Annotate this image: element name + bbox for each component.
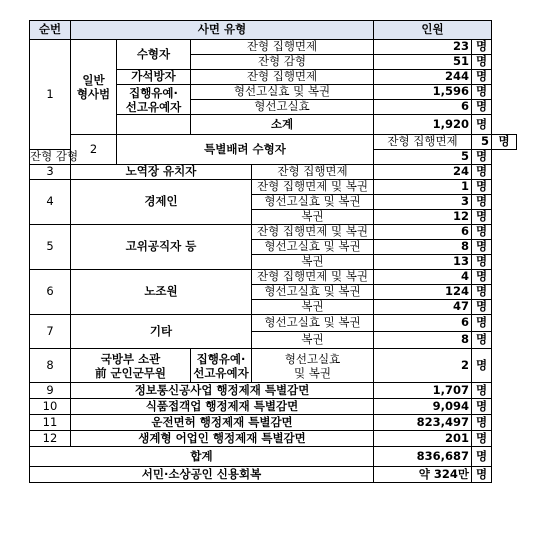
count-value: 8 — [374, 240, 472, 255]
count-value: 51 — [374, 55, 472, 70]
case-label: 형선고실효 및 복권 — [252, 195, 374, 210]
unit-label: 명 — [472, 270, 492, 285]
table-row — [30, 40, 517, 55]
credit-value: 약 324만 — [374, 467, 472, 483]
table-row — [30, 399, 517, 415]
category-military: 국방부 소관 前 군인군무원 — [71, 349, 191, 383]
unit-label: 명 — [472, 180, 492, 195]
unit-label: 명 — [472, 431, 492, 447]
count-value: 244 — [374, 70, 472, 85]
row-number: 6 — [30, 270, 71, 315]
table-row — [30, 383, 517, 399]
unit-label: 명 — [472, 349, 492, 383]
unit-label: 명 — [472, 315, 492, 332]
case-label: 식품접객업 행정제재 특별감면 — [71, 399, 374, 415]
case-label: 잔형 집행면제 — [374, 135, 472, 150]
unit-label: 명 — [472, 447, 492, 467]
table-row — [30, 415, 517, 431]
table-row — [30, 315, 517, 332]
count-value: 6 — [374, 315, 472, 332]
unit-label: 명 — [472, 100, 492, 115]
unit-label: 명 — [472, 55, 492, 70]
row-number: 4 — [30, 180, 71, 225]
count-value: 4 — [374, 270, 472, 285]
count-value: 24 — [374, 165, 472, 180]
category-official: 고위공직자 등 — [71, 225, 252, 270]
unit-label: 명 — [472, 467, 492, 483]
count-value: 1,707 — [374, 383, 472, 399]
category-suspended: 집행유예· 선고유예자 — [117, 85, 191, 115]
count-value: 8 — [374, 332, 472, 349]
unit-label: 명 — [472, 210, 492, 225]
header-row — [30, 21, 517, 40]
count-value: 201 — [374, 431, 472, 447]
case-label: 형선고실효 및 복권 — [252, 285, 374, 300]
case-label: 형선고실효 및 복권 — [252, 349, 374, 383]
header-count: 인원 — [374, 21, 492, 40]
count-value: 3 — [374, 195, 472, 210]
case-label: 잔형 집행면제 — [252, 165, 374, 180]
blank-cell — [117, 115, 191, 135]
count-value: 23 — [374, 40, 472, 55]
unit-label: 명 — [472, 399, 492, 415]
total-row — [30, 447, 517, 467]
row-number: 8 — [30, 349, 71, 383]
category-special: 특별배려 수형자 — [117, 135, 374, 165]
count-value: 6 — [374, 100, 472, 115]
table-row — [30, 431, 517, 447]
category-military-sub: 집행유예· 선고유예자 — [191, 349, 252, 383]
row-number: 9 — [30, 383, 71, 399]
unit-label: 명 — [492, 135, 517, 150]
row-number: 2 — [71, 135, 117, 165]
table-row — [30, 225, 517, 240]
unit-label: 명 — [472, 195, 492, 210]
category-labor: 노조원 — [71, 270, 252, 315]
count-value: 1 — [374, 180, 472, 195]
count-value: 12 — [374, 210, 472, 225]
row-number: 12 — [30, 431, 71, 447]
case-label: 복권 — [252, 332, 374, 349]
category-other: 기타 — [71, 315, 252, 349]
total-value: 836,687 — [374, 447, 472, 467]
table-row — [30, 135, 517, 150]
category-general: 일반 형사범 — [71, 40, 117, 135]
credit-label: 서민·소상공인 신용회복 — [30, 467, 374, 483]
unit-label: 명 — [472, 285, 492, 300]
count-value: 47 — [374, 300, 472, 315]
row-number: 3 — [30, 165, 71, 180]
table-row — [30, 349, 517, 383]
case-label: 잔형 감형 — [191, 55, 374, 70]
unit-label: 명 — [472, 240, 492, 255]
unit-label: 명 — [472, 225, 492, 240]
category-parole: 가석방자 — [117, 70, 191, 85]
count-value: 823,497 — [374, 415, 472, 431]
unit-label: 명 — [472, 70, 492, 85]
category-econ: 경제인 — [71, 180, 252, 225]
table-row — [30, 180, 517, 195]
case-label: 형선고실효 및 복권 — [191, 85, 374, 100]
row-number: 5 — [30, 225, 71, 270]
unit-label: 명 — [472, 332, 492, 349]
case-label: 형선고실효 — [191, 100, 374, 115]
unit-label: 명 — [472, 383, 492, 399]
count-value: 9,094 — [374, 399, 472, 415]
count-value: 124 — [374, 285, 472, 300]
unit-label: 명 — [472, 255, 492, 270]
case-label: 잔형 집행면제 및 복권 — [252, 180, 374, 195]
total-label: 합계 — [30, 447, 374, 467]
table-row — [30, 270, 517, 285]
case-label: 형선고실효 및 복권 — [252, 240, 374, 255]
unit-label: 명 — [472, 115, 492, 135]
unit-label: 명 — [472, 300, 492, 315]
count-value: 5 — [472, 135, 492, 150]
credit-row — [30, 467, 517, 483]
amnesty-table — [29, 20, 517, 483]
unit-label: 명 — [472, 40, 492, 55]
case-label: 운전면허 행정제재 특별감면 — [71, 415, 374, 431]
case-label: 정보통신공사업 행정제재 특별감면 — [71, 383, 374, 399]
unit-label: 명 — [472, 165, 492, 180]
case-label: 잔형 집행면제 및 복권 — [252, 225, 374, 240]
case-label: 생계형 어업인 행정제재 특별감면 — [71, 431, 374, 447]
row-number: 7 — [30, 315, 71, 349]
row-number: 11 — [30, 415, 71, 431]
subtotal-label: 소계 — [191, 115, 374, 135]
count-value: 6 — [374, 225, 472, 240]
case-label: 형선고실효 및 복권 — [252, 315, 374, 332]
case-label: 복권 — [252, 300, 374, 315]
header-no: 순번 — [30, 21, 71, 40]
case-label: 복권 — [252, 255, 374, 270]
header-case: 사면 유형 — [71, 21, 374, 40]
case-label: 잔형 감형 — [30, 149, 79, 164]
category-inmate: 수형자 — [117, 40, 191, 70]
count-value: 13 — [374, 255, 472, 270]
row-number: 10 — [30, 399, 71, 415]
unit-label: 명 — [472, 150, 492, 165]
unit-label: 명 — [472, 415, 492, 431]
count-value: 5 — [374, 150, 472, 165]
unit-label: 명 — [472, 85, 492, 100]
row-number: 1 — [30, 40, 71, 150]
case-label: 잔형 집행면제 및 복권 — [252, 270, 374, 285]
case-label: 잔형 집행면제 — [191, 70, 374, 85]
count-value: 2 — [374, 349, 472, 383]
category-child: 노역장 유치자 — [71, 165, 252, 180]
table-row — [30, 165, 517, 180]
case-label: 복권 — [252, 210, 374, 225]
subtotal-value: 1,920 — [374, 115, 472, 135]
case-label: 잔형 집행면제 — [191, 40, 374, 55]
count-value: 1,596 — [374, 85, 472, 100]
